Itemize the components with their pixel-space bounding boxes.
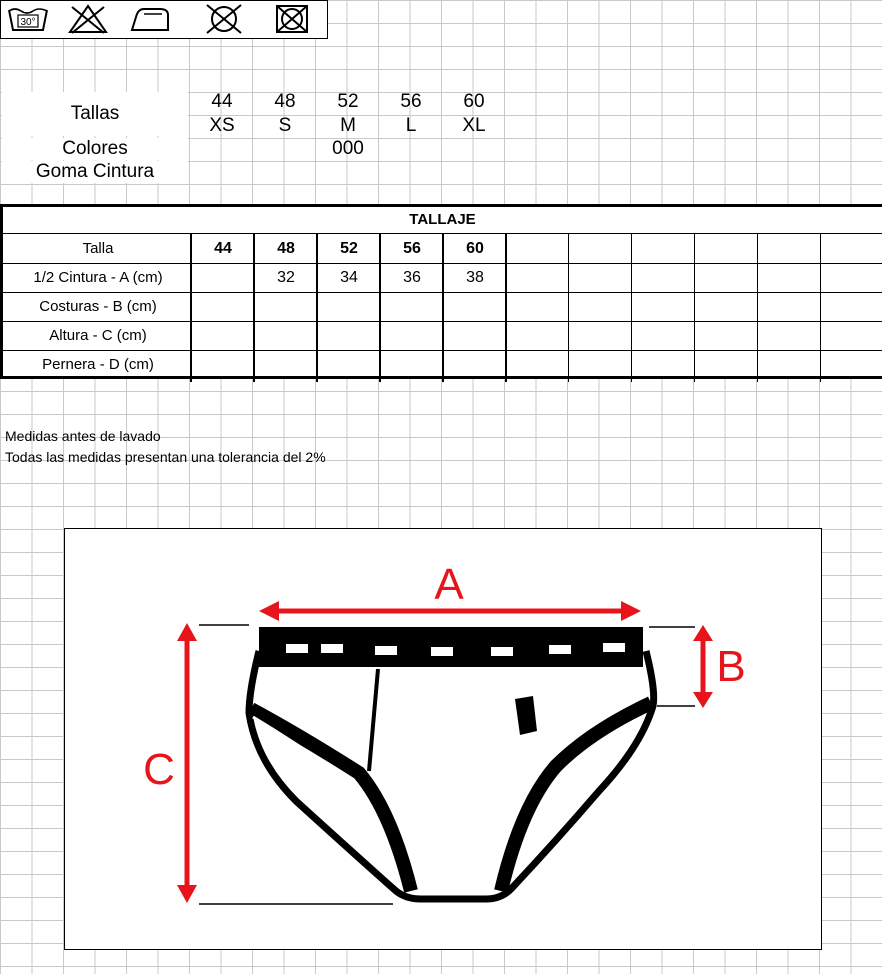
measure-c-label: C	[143, 745, 175, 794]
no-dry-clean-icon	[202, 3, 246, 35]
talla-header-size: 60	[466, 240, 484, 257]
goma-cintura-label: Goma Cintura	[2, 161, 188, 183]
size-numeric: 44	[211, 91, 233, 112]
size-numeric: 48	[274, 91, 296, 112]
tallaje-title: TALLAJE	[409, 211, 476, 228]
talla-header-size: 44	[214, 240, 232, 257]
cintura-value: 38	[466, 269, 484, 286]
no-tumble-dry-icon	[270, 3, 314, 35]
note-before-wash: Medidas antes de lavado	[5, 428, 161, 444]
talla-header-size: 56	[403, 240, 421, 257]
care-symbols-box	[0, 0, 328, 39]
talla-header-size: 52	[340, 240, 358, 257]
tallaje-table	[0, 204, 882, 379]
row-label-cintura: 1/2 Cintura - A (cm)	[33, 269, 163, 286]
colores-label: Colores	[2, 138, 188, 160]
size-numeric: 56	[400, 91, 422, 112]
row-label-costuras: Costuras - B (cm)	[39, 298, 157, 315]
size-letter: S	[278, 115, 292, 136]
row-label-altura: Altura - C (cm)	[49, 327, 147, 344]
size-numeric: 52	[337, 91, 359, 112]
wash-temp-text: 30°	[20, 17, 36, 28]
column-divider	[757, 234, 758, 382]
colores-value: 000	[332, 138, 364, 159]
size-letter: XL	[462, 115, 486, 136]
size-letter: M	[340, 115, 356, 136]
cintura-value: 32	[277, 269, 295, 286]
size-letter: L	[405, 115, 417, 136]
measurement-diagram-frame	[64, 528, 822, 950]
no-bleach-icon	[66, 3, 110, 35]
column-divider	[631, 234, 632, 382]
talla-header-size: 48	[277, 240, 295, 257]
measure-b-label: B	[716, 642, 746, 691]
wash-30-icon	[6, 3, 50, 35]
measure-a-label: A	[434, 560, 464, 609]
briefs-measurement-diagram	[65, 529, 821, 949]
column-divider	[694, 234, 695, 382]
column-divider	[820, 234, 821, 382]
tallas-label: Tallas	[2, 92, 188, 136]
iron-icon	[128, 3, 172, 35]
column-divider	[568, 234, 569, 382]
size-letter: XS	[209, 115, 235, 136]
note-tolerance: Todas las medidas presentan una tolerancia del 2%	[5, 449, 326, 465]
talla-header-label: Talla	[82, 240, 114, 257]
cintura-value: 34	[340, 269, 358, 286]
row-label-pernera: Pernera - D (cm)	[42, 356, 154, 373]
size-numeric: 60	[463, 91, 485, 112]
cintura-value: 36	[403, 269, 421, 286]
